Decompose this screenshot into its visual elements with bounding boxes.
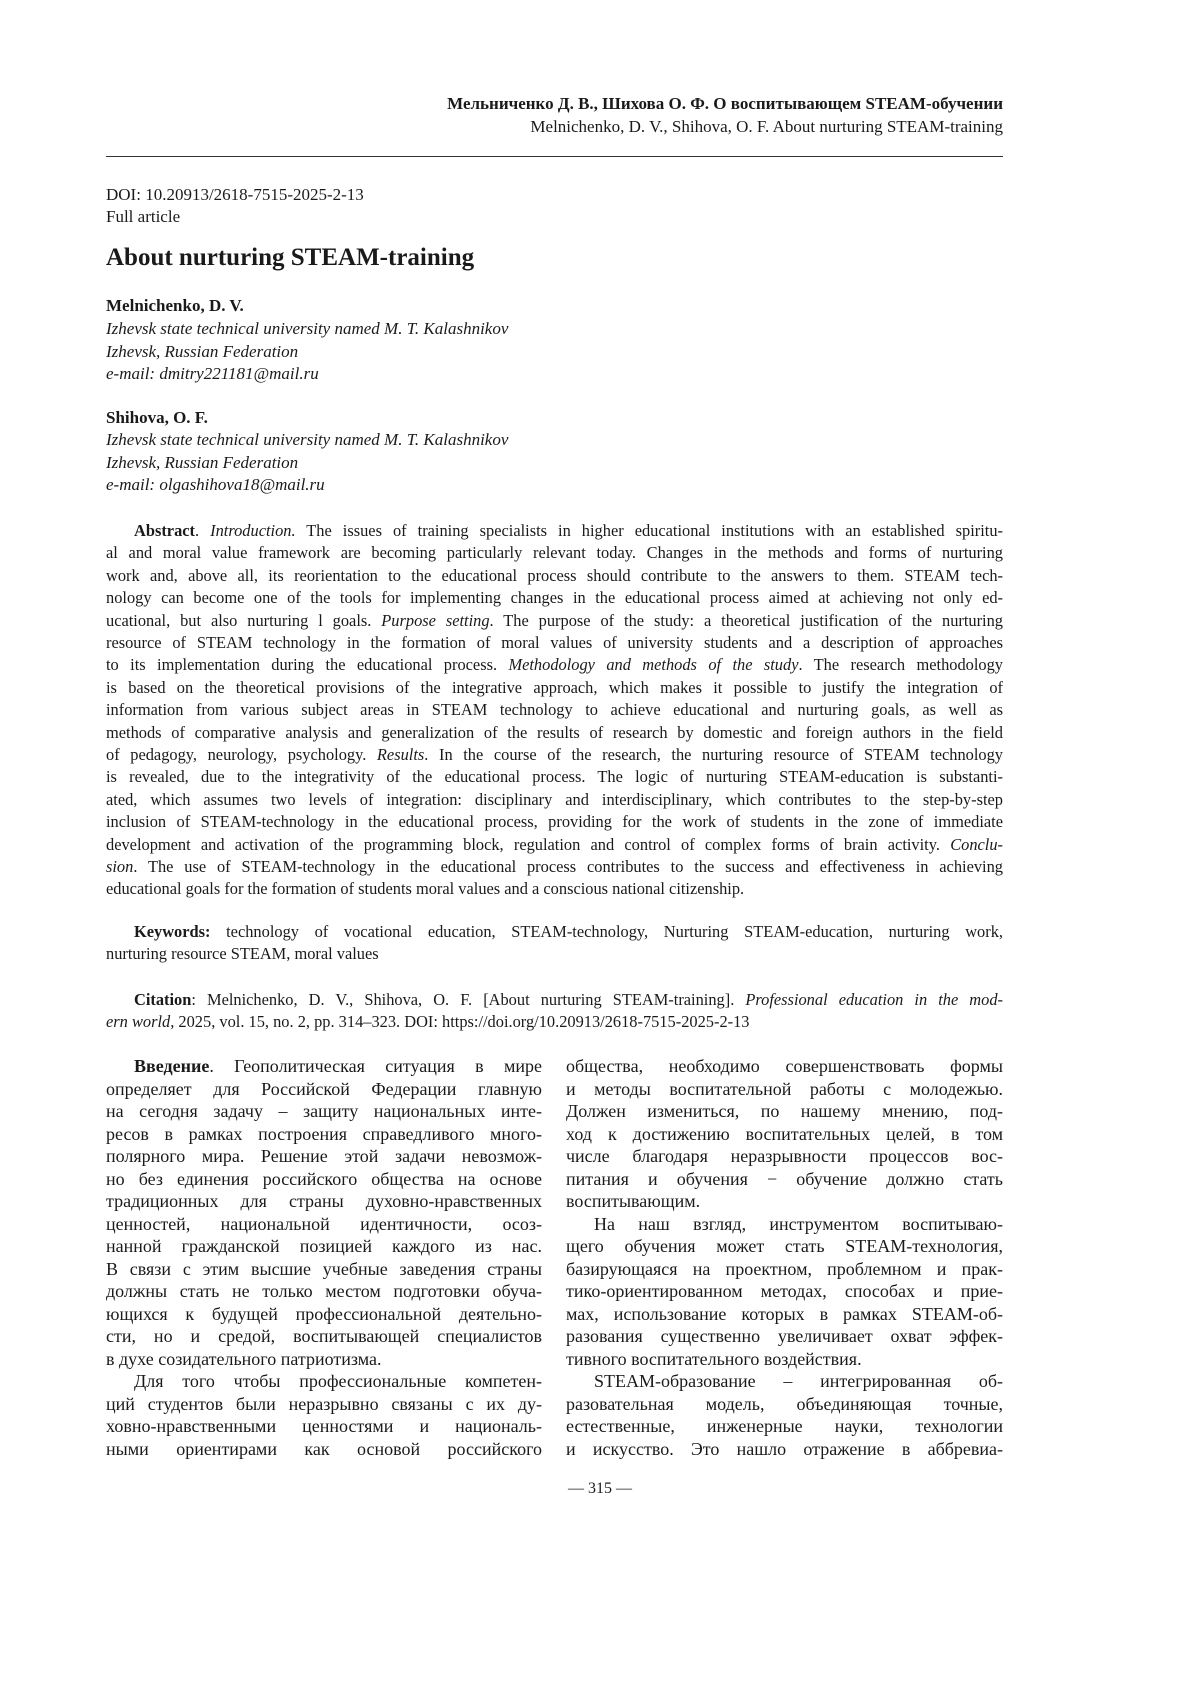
text-line (106, 1011, 1003, 1033)
text-line: нанной гражданской позицией каждого из нас. (106, 1235, 542, 1258)
text-line (106, 744, 1003, 766)
text-run: 2025, vol. 15, no. 2, pp. 314–323. DOI: https://doi.org/10.20913/2618-7515-2025-2-13 (174, 1012, 749, 1031)
text-line: полярного мира. Решение этой задачи невозмож- (106, 1145, 542, 1168)
text-line: должны стать не только местом подготовки обуча- (106, 1280, 542, 1303)
text-run: . In the course of the research, the nurturing resource of STEAM technology (424, 745, 1003, 764)
text-line (106, 610, 1003, 632)
text-line: Для того чтобы профессиональные компетен- (134, 1370, 542, 1393)
bold-run: Keywords: (134, 922, 210, 941)
text-line (134, 1055, 542, 1078)
bold-run: Citation (134, 990, 191, 1009)
text-line: разования существенно увеличивает охват эффек- (566, 1325, 1003, 1348)
text-line: и искусство. Это нашло отражение в аббревиа- (566, 1438, 1003, 1461)
text-line: сти, но и средой, воспитывающей специалистов (106, 1325, 542, 1348)
text-line: ховно-нравственными ценностями и националь- (106, 1415, 542, 1438)
author-email: e-mail: dmitry221181@mail.ru (106, 364, 319, 384)
article-type: Full article (106, 207, 180, 227)
page-number: — 315 — (0, 1480, 1200, 1498)
text-line (106, 654, 1003, 676)
text-line: естественные, инженерные науки, технологии (566, 1415, 1003, 1438)
text-line: определяет для Российской Федерации главную (106, 1078, 542, 1101)
author-location: Izhevsk, Russian Federation (106, 342, 298, 362)
text-run: of pedagogy, neurology, psychology. (106, 745, 377, 764)
running-header-en: Melnichenko, D. V., Shihova, O. F. About nurturing STEAM-training (530, 117, 1003, 137)
text-line: На наш взгляд, инструментом воспитываю- (594, 1213, 1003, 1236)
text-line: мах, использование которых в рамках STEAM-об- (566, 1303, 1003, 1326)
text-run: . The purpose of the study: a theoretical justification of the nurturing (490, 611, 1003, 630)
text-line (106, 856, 1003, 878)
text-line: ценностей, национальной идентичности, осоз- (106, 1213, 542, 1236)
italic-run: Results (377, 745, 424, 764)
text-line (134, 921, 1003, 943)
italic-run: sion (106, 857, 133, 876)
text-line: STEAM-образование – интегрированная об- (594, 1370, 1003, 1393)
text-run: development and activation of the programming block, regulation and control of complex forms of brain activity. (106, 835, 950, 854)
text-line: щего обучения может стать STEAM-технология, (566, 1235, 1003, 1258)
text-line: общества, необходимо совершенствовать формы (566, 1055, 1003, 1078)
italic-run: Introduction. (210, 521, 295, 540)
article-title: About nurturing STEAM-training (106, 244, 474, 272)
text-line: традиционных для страны духовно-нравственных (106, 1190, 542, 1213)
text-line: числе благодаря неразрывности процессов вос- (566, 1145, 1003, 1168)
text-line: is based on the theoretical provisions of the integrative approach, which makes it possible to justify the integration of (106, 677, 1003, 699)
text-run: technology of vocational education, STEAM-technology, Nurturing STEAM-education, nurturing work, (210, 922, 1003, 941)
text-line: ций студентов были неразрывно связаны с их ду- (106, 1393, 542, 1416)
text-line: nology can become one of the tools for implementing changes in the educational process aimed at achieving not only ed- (106, 587, 1003, 609)
text-line: но без единения российского общества на основе (106, 1168, 542, 1191)
text-line: ресов в рамках построения справедливого много- (106, 1123, 542, 1146)
text-line: nurturing resource STEAM, moral values (106, 943, 1003, 965)
text-line: work and, above all, its reorientation to the educational process should contribute to the answers to them. STEAM tech- (106, 565, 1003, 587)
text-line: тико-ориентированном методах, способах и прие- (566, 1280, 1003, 1303)
bold-run: Введение (134, 1056, 209, 1076)
bold-run: Abstract (134, 521, 195, 540)
text-line: resource of STEAM technology in the formation of moral values of university students and a description of approaches (106, 632, 1003, 654)
text-line (134, 989, 1003, 1011)
text-line: В связи с этим высшие учебные заведения страны (106, 1258, 542, 1281)
text-run: . The use of STEAM-technology in the educational process contributes to the success and effectiveness in achieving (133, 857, 1003, 876)
text-line: Должен измениться, по нашему мнению, под- (566, 1100, 1003, 1123)
text-line: базирующаяся на проектном, проблемном и прак- (566, 1258, 1003, 1281)
author-name: Melnichenko, D. V. (106, 296, 244, 316)
text-run: : Melnichenko, D. V., Shihova, O. F. [About nurturing STEAM-training]. (191, 990, 745, 1009)
author-affiliation: Izhevsk state technical university named M. T. Kalashnikov (106, 430, 508, 450)
text-line: разовательная модель, объединяющая точные, (566, 1393, 1003, 1416)
text-line: al and moral value framework are becoming particularly relevant today. Changes in the methods and forms of nurturing (106, 542, 1003, 564)
text-line: питания и обучения − обучение должно стать (566, 1168, 1003, 1191)
text-line: тивного воспитательного воздействия. (566, 1348, 1003, 1371)
author-location: Izhevsk, Russian Federation (106, 453, 298, 473)
text-line (106, 834, 1003, 856)
text-line: inclusion of STEAM-technology in the educational process, providing for the work of students in the zone of immediate (106, 811, 1003, 833)
text-run: to its implementation during the educational process. (106, 655, 508, 674)
text-run: . (195, 521, 210, 540)
running-header-ru: Мельниченко Д. В., Шихова О. Ф. О воспитывающем STEAM-обучении (447, 94, 1003, 114)
author-affiliation: Izhevsk state technical university named M. T. Kalashnikov (106, 319, 508, 339)
text-line (134, 520, 1003, 542)
text-line: воспитывающим. (566, 1190, 1003, 1213)
text-line: ными ориентирами как основой российского (106, 1438, 542, 1461)
text-run: . The research methodology (798, 655, 1003, 674)
doi: DOI: 10.20913/2618-7515-2025-2-13 (106, 185, 364, 205)
author-email: e-mail: olgashihova18@mail.ru (106, 475, 325, 495)
text-line: ход к достижению воспитательных целей, в том (566, 1123, 1003, 1146)
text-line: в духе созидательного патриотизма. (106, 1348, 542, 1371)
text-run: . Геополитическая ситуация в мире (209, 1056, 542, 1076)
italic-run: Conclu- (950, 835, 1003, 854)
italic-run: ern world, (106, 1012, 174, 1031)
header-divider (106, 156, 1003, 157)
text-line: ated, which assumes two levels of integration: disciplinary and interdisciplinary, which contributes to the step-by-step (106, 789, 1003, 811)
text-line: is revealed, due to the integrativity of the educational process. The logic of nurturing STEAM-education is substanti- (106, 766, 1003, 788)
text-line: information from various subject areas in STEAM technology to achieve educational and nurturing goals, as well as (106, 699, 1003, 721)
text-line: educational goals for the formation of students moral values and a conscious national citizenship. (106, 878, 1003, 900)
text-line: ющихся к будущей профессиональной деятельно- (106, 1303, 542, 1326)
italic-run: Professional education in the mod- (745, 990, 1003, 1009)
text-run: The issues of training specialists in higher educational institutions with an established spiritu- (296, 521, 1003, 540)
italic-run: Methodology and methods of the study (508, 655, 798, 674)
text-line: и методы воспитательной работы с молодежью. (566, 1078, 1003, 1101)
text-line: methods of comparative analysis and generalization of the results of research by domestic and foreign authors in the field (106, 722, 1003, 744)
author-name: Shihova, O. F. (106, 408, 208, 428)
italic-run: Purpose setting (381, 611, 489, 630)
text-run: ucational, but also nurturing l goals. (106, 611, 381, 630)
text-line: на сегодня задачу – защиту национальных инте- (106, 1100, 542, 1123)
